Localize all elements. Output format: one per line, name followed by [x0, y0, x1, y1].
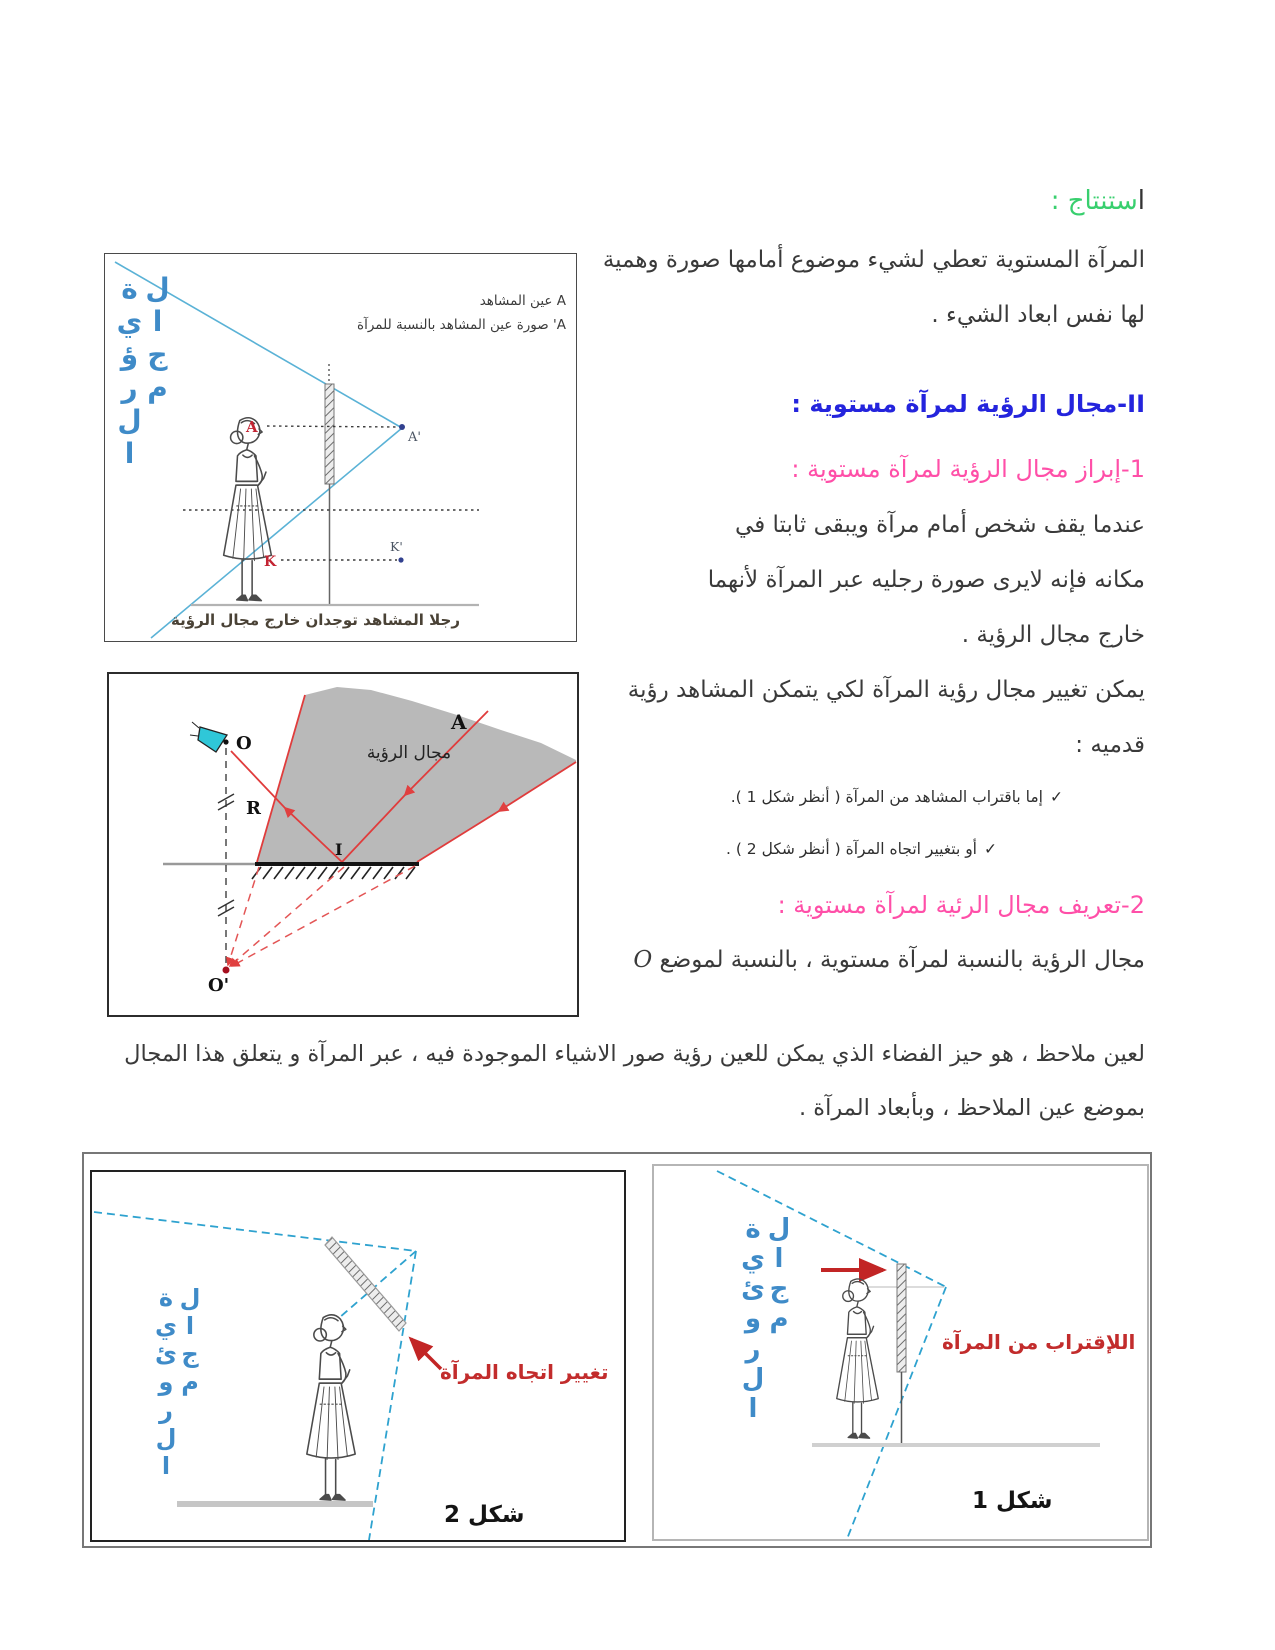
annotation-arrow: [411, 1339, 441, 1369]
field-of-view-region: [257, 687, 576, 862]
figure-2-ray-diagram: [107, 672, 579, 1017]
figure-1-viewer-image: [104, 253, 577, 642]
figure-2-canvas: [109, 674, 577, 1015]
paragraph-line: مجال الرؤية بالنسبة لمرآة مستوية ، بالنسبة لموضع O: [633, 947, 1145, 973]
paragraph-line: لعين ملاحظ ، هو حيز الفضاء الذي يمكن للعين رؤية صور الاشياء الموجودة فيه ، عبر المرآة و يتعلق هذا المجال: [124, 1041, 1145, 1067]
eye-lashes: [190, 722, 199, 736]
label-A-image: A': [408, 430, 421, 445]
label-I: I: [335, 840, 343, 859]
subsection-1-heading: 1-إبراز مجال الرؤية لمرآة مستوية :: [791, 455, 1145, 483]
conclusion-heading: استنتاج :: [1050, 186, 1145, 216]
field-of-view-label: مجال الرؤية: [366, 743, 452, 763]
label-O-image: O': [208, 975, 230, 996]
check-icon: ✓: [984, 840, 997, 858]
label-A: A: [451, 710, 467, 734]
figure-1-legend: [357, 290, 566, 337]
virtual-ray-middle: [230, 867, 344, 966]
legend-line: A' صورة عين المشاهد بالنسبة للمرآة: [357, 316, 566, 333]
field-of-view-vertical-label: مجال الروئية: [738, 1214, 794, 1424]
virtual-ray-right: [232, 866, 415, 966]
conclusion-line: لها نفس ابعاد الشيء .: [931, 302, 1145, 328]
mirror-hatching: [252, 867, 415, 879]
bullet-text: أو بتغيير اتجاه المرآة ( أنظر شكل 2 ) .: [725, 840, 977, 858]
mirror: [325, 384, 334, 484]
paragraph-line: مكانه فإنه لايرى صورة رجليه عبر المرآة لأنهما: [707, 567, 1145, 593]
woman-figure: [307, 1315, 355, 1500]
bullet-item: [726, 840, 997, 858]
woman-figure: [837, 1279, 879, 1438]
eye-point: [223, 739, 228, 744]
subsection-2-heading: 2-تعريف مجال الرئية لمرآة مستوية :: [777, 891, 1145, 919]
mirror-approach-note: اللإقتراب من المرآة: [942, 1330, 1136, 1354]
bullet-item: [731, 788, 1063, 806]
mirror-rotation-note: تغيير اتجاه المرآة: [440, 1360, 609, 1384]
field-of-view-vertical-label: مجال الرؤية: [113, 272, 174, 470]
figure-1-caption: شكل 1: [972, 1488, 1053, 1514]
section-heading: II-مجال الرؤية لمرآة مستوية :: [791, 390, 1145, 418]
paragraph-line: بموضع عين الملاحظ ، وبأبعاد المرآة .: [799, 1095, 1145, 1121]
label-K-image: K': [390, 539, 403, 554]
label-K: K: [264, 554, 277, 570]
paragraph-line: قدميه :: [1075, 732, 1145, 758]
figure-3-container: [82, 1152, 1152, 1548]
mirror: [897, 1264, 906, 1372]
woman-figure: [224, 418, 272, 601]
figure-3-panel-1: [652, 1164, 1149, 1541]
field-of-view-vertical-label: مجال الروئية: [152, 1284, 204, 1480]
bullet-text: إما باقتراب المشاهد من المرآة ( أنظر شكل 1 ).: [730, 788, 1043, 806]
virtual-ray-left: [228, 867, 259, 965]
view-cone-lower-ray: [151, 428, 402, 638]
conclusion-line: المرآة المستوية تعطي لشيء موضوع أمامها صورة وهمية: [602, 247, 1145, 273]
figure-3-panel-2: [90, 1170, 626, 1542]
paragraph-line: عندما يقف شخص أمام مرآة ويبقى ثابتا في: [735, 512, 1145, 538]
legend-line: A عين المشاهد: [479, 293, 566, 309]
view-cone-upper-ray: [94, 1212, 416, 1251]
label-A: A: [246, 418, 258, 436]
figure-2-caption: شكل 2: [444, 1502, 525, 1528]
virtual-eye-point: [223, 967, 230, 974]
position-symbol: O: [633, 947, 653, 973]
eye-icon: [198, 727, 227, 752]
paragraph-line: خارج مجال الرؤية .: [961, 622, 1145, 648]
eye-image-point: [399, 424, 405, 430]
check-icon: ✓: [1050, 788, 1063, 806]
paragraph-line: يمكن تغيير مجال رؤية المرآة لكي يتمكن المشاهد رؤية: [627, 677, 1145, 703]
figure-1-caption: رجلا المشاهد توجدان خارج مجال الرؤية: [171, 611, 460, 629]
feet-image-point: [398, 557, 403, 562]
label-R: R: [246, 798, 261, 819]
label-O: O: [236, 733, 252, 754]
